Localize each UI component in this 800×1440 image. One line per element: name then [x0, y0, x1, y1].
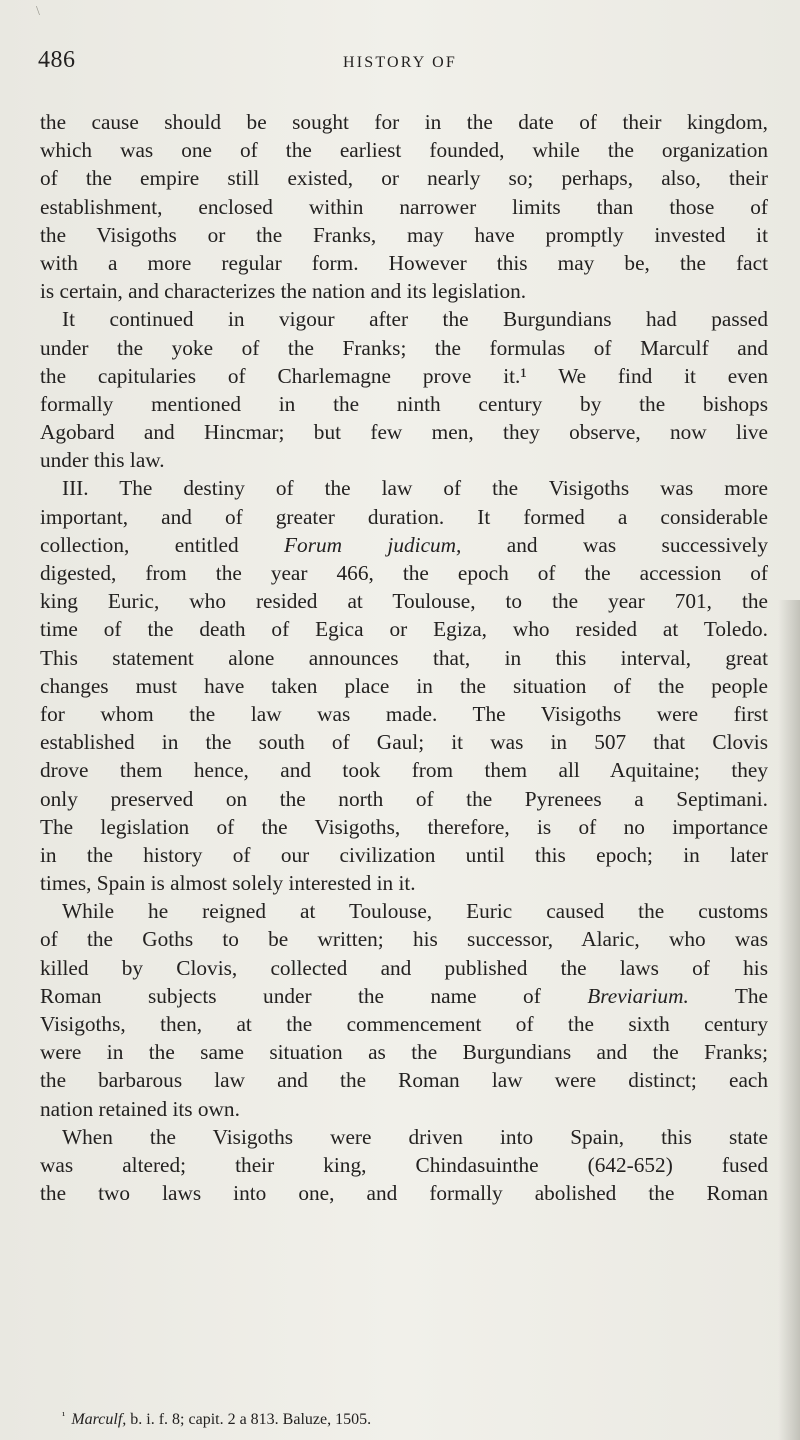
text-line: drove them hence, and took from them all Aquitaine; they — [40, 758, 768, 783]
margin-mark: \ — [36, 4, 40, 19]
text-line: the cause should be sought for in the date of their kingdom, — [40, 110, 768, 134]
footnote — [62, 1410, 702, 1429]
text-line — [40, 982, 768, 1010]
text-line: is certain, and characterizes the nation and its legislation. — [40, 279, 527, 304]
text-line: which was one of the earliest founded, while the organization — [40, 138, 768, 163]
text-line: the barbarous law and the Roman law were distinct; each — [40, 1068, 768, 1093]
text-line: killed by Clovis, collected and published the laws of his — [40, 955, 768, 980]
page-edge-shadow — [778, 600, 800, 1440]
footnote-author: Marculf, — [71, 1411, 127, 1428]
text-segment: The — [688, 983, 768, 1008]
text-line: time of the death of Egica or Egiza, who resided at Toledo. — [40, 617, 768, 642]
text-line: changes must have taken place in the situation of the people — [40, 673, 768, 698]
running-head: HISTORY OF — [342, 54, 458, 71]
text-line: only preserved on the north of the Pyrenees a Septimani. — [40, 786, 768, 811]
text-line: in the history of our civilization until this epoch; in later — [40, 842, 768, 867]
text-line: The legislation of the Visigoths, therefore, is of no importance — [40, 814, 768, 839]
text-line: under this law. — [40, 448, 165, 473]
text-line: were in the same situation as the Burgundians and the Franks; — [40, 1040, 768, 1065]
text-line: of the empire still existed, or nearly so; perhaps, also, their — [40, 166, 768, 191]
text-line: It continued in vigour after the Burgundians had passed — [62, 307, 768, 332]
text-line — [40, 531, 768, 559]
text-line: Agobard and Hincmar; but few men, they observe, now live — [40, 420, 768, 445]
text-line: the capitularies of Charlemagne prove it.¹ We find it even — [40, 363, 768, 388]
text-line: times, Spain is almost solely interested in it. — [40, 871, 416, 896]
text-line: established in the south of Gaul; it was in 507 that Clovis — [40, 730, 768, 755]
text-line: the two laws into one, and formally abolished the Roman — [40, 1181, 768, 1206]
text-line: was altered; their king, Chindasuinthe (642-652) fused — [40, 1152, 768, 1177]
text-line: of the Goths to be written; his successor, Alaric, who was — [40, 927, 768, 952]
text-line: with a more regular form. However this may be, the fact — [40, 250, 768, 275]
text-line: establishment, enclosed within narrower limits than those of — [40, 194, 768, 219]
text-line: This statement alone announces that, in this interval, great — [40, 645, 768, 670]
text-line: formally mentioned in the ninth century by the bishops — [40, 391, 768, 416]
text-line: king Euric, who resided at Toulouse, to the year 701, the — [40, 589, 768, 614]
page-number: 486 — [38, 47, 76, 73]
text-line: the Visigoths or the Franks, may have promptly invested it — [40, 222, 768, 247]
italic-title-forum-judicum: Forum judicum, — [284, 532, 462, 557]
text-line: While he reigned at Toulouse, Euric caused the customs — [62, 899, 768, 924]
text-line: important, and of greater duration. It formed a considerable — [40, 504, 768, 529]
text-segment: and was successively — [461, 532, 768, 557]
text-line: When the Visigoths were driven into Spain, this state — [62, 1124, 768, 1149]
text-line: nation retained its own. — [40, 1096, 240, 1121]
text-line: III. The destiny of the law of the Visigoths was more — [62, 476, 768, 501]
italic-title-breviarium: Breviarium. — [587, 983, 689, 1008]
footnote-marker: ¹ — [62, 1410, 66, 1422]
footnote-text: b. i. f. 8; capit. 2 a 813. Baluze, 1505. — [126, 1411, 372, 1428]
text-segment: Roman subjects under the name of — [40, 983, 588, 1008]
text-line: digested, from the year 466, the epoch of the accession of — [40, 561, 768, 585]
text-line: for whom the law was made. The Visigoths were first — [40, 701, 768, 726]
body-text — [40, 108, 768, 1207]
text-segment: collection, entitled — [40, 532, 285, 557]
text-line: Visigoths, then, at the commencement of the sixth century — [40, 1012, 768, 1036]
text-line: under the yoke of the Franks; the formulas of Marculf and — [40, 335, 768, 360]
